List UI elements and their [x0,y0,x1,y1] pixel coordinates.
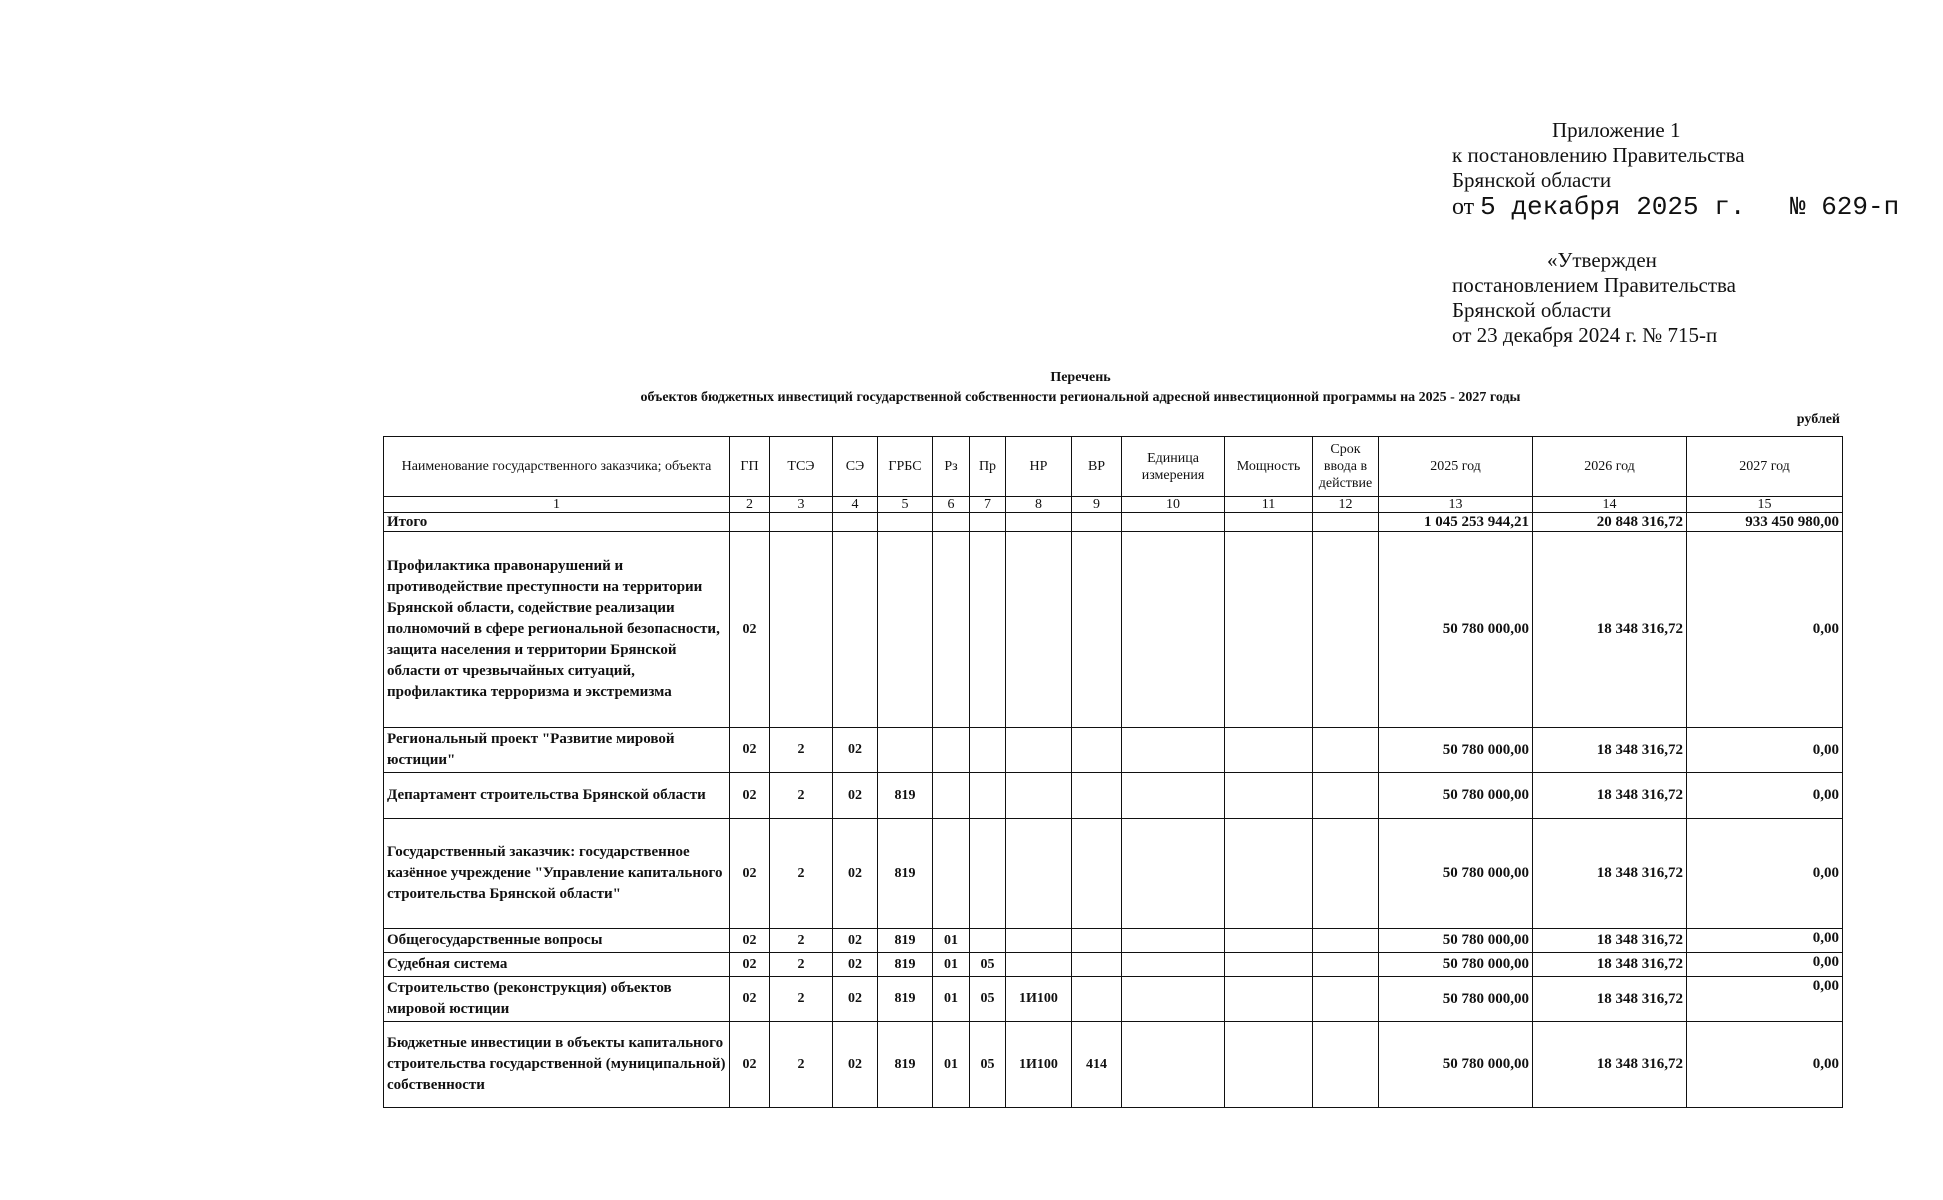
col-number: 9 [1072,497,1122,513]
row-nr [1006,532,1072,728]
row-unit [1122,977,1225,1022]
row-2026: 18 348 316,72 [1533,1022,1687,1108]
row-2025: 50 780 000,00 [1379,1022,1533,1108]
row-pr [970,819,1006,929]
row-power [1225,953,1313,977]
row-2025: 50 780 000,00 [1379,819,1533,929]
row-gp: 02 [730,728,770,773]
row-tse: 2 [770,1022,833,1108]
row-vr [1072,929,1122,953]
header-row [384,437,1843,497]
col-number: 14 [1533,497,1687,513]
row-grbs: 819 [878,929,933,953]
row-rz [933,728,970,773]
col-number: 13 [1379,497,1533,513]
col-number: 3 [770,497,833,513]
col-header-tse: ТСЭ [770,437,833,497]
appendix-line-3: Брянской области [1452,168,1612,192]
row-rz: 01 [933,1022,970,1108]
col-number: 2 [730,497,770,513]
row-rz: 01 [933,953,970,977]
row-tse [770,532,833,728]
row-2026: 18 348 316,72 [1533,728,1687,773]
row-2027: 0,00 [1687,1022,1843,1108]
row-grbs [878,532,933,728]
approved-header [1452,248,1852,348]
row-2027: 0,00 [1687,819,1843,929]
row-gp: 02 [730,773,770,819]
row-2026: 18 348 316,72 [1533,953,1687,977]
approved-line-1: «Утвержден [1547,248,1657,272]
row-power [1225,1022,1313,1108]
row-tse: 2 [770,929,833,953]
row-nr: 1И100 [1006,977,1072,1022]
col-number: 5 [878,497,933,513]
row-power [1225,773,1313,819]
row-2025: 50 780 000,00 [1379,953,1533,977]
appendix-line-2: к постановлению Правительства [1452,143,1745,167]
row-2025: 50 780 000,00 [1379,977,1533,1022]
row-vr: 414 [1072,1022,1122,1108]
row-name: Региональный проект "Развитие мировой юстиции" [384,728,730,773]
row-power [1225,532,1313,728]
row-name: Государственный заказчик: государственное казённое учреждение "Управление капитального строительства Брянской области" [384,819,730,929]
row-nr [1006,728,1072,773]
col-header-gp: ГП [730,437,770,497]
row-unit [1122,1022,1225,1108]
row-gp: 02 [730,929,770,953]
date-line [1452,192,1922,222]
column-number-row [384,497,1843,513]
row-grbs: 819 [878,953,933,977]
row-tse: 2 [770,773,833,819]
row-2026: 18 348 316,72 [1533,977,1687,1022]
table-row [384,1022,1843,1108]
row-2027: 0,00 [1687,532,1843,728]
row-2027: 0,00 [1687,773,1843,819]
row-term [1313,977,1379,1022]
row-pr: 05 [970,977,1006,1022]
row-rz [933,532,970,728]
row-unit [1122,728,1225,773]
row-pr: 05 [970,953,1006,977]
table-row [384,819,1843,929]
table-row [384,977,1843,1022]
row-2026: 18 348 316,72 [1533,532,1687,728]
col-number: 4 [833,497,878,513]
row-name: Общегосударственные вопросы [384,929,730,953]
row-unit [1122,773,1225,819]
row-power [1225,977,1313,1022]
row-term [1313,728,1379,773]
table-row [384,532,1843,728]
col-number: 12 [1313,497,1379,513]
row-vr [1072,773,1122,819]
row-power [1225,819,1313,929]
document-title [383,368,1778,408]
approved-line-4: от 23 декабря 2024 г. № 715-п [1452,323,1718,347]
row-grbs: 819 [878,1022,933,1108]
col-header-2027: 2027 год [1687,437,1843,497]
row-se: 02 [833,728,878,773]
row-2026: 18 348 316,72 [1533,773,1687,819]
row-nr [1006,819,1072,929]
decree-date: 5 декабря 2025 г. [1480,192,1746,222]
row-gp: 02 [730,819,770,929]
row-name: Профилактика правонарушений и противодействие преступности на территории Брянской области, содействие реализации полномочий в сфере региональной безопасности, защита населения и территории Брянской области от чрезвычайных ситуаций, профилактика терроризма и экстремизма [384,532,730,728]
row-2027: 0,00 [1687,977,1843,1022]
row-gp: 02 [730,1022,770,1108]
row-term [1313,1022,1379,1108]
col-header-se: СЭ [833,437,878,497]
col-header-2025: 2025 год [1379,437,1533,497]
row-name: Департамент строительства Брянской области [384,773,730,819]
col-header-pr: Пр [970,437,1006,497]
row-name: Строительство (реконструкция) объектов мировой юстиции [384,977,730,1022]
total-label: Итого [384,513,730,532]
row-2025: 50 780 000,00 [1379,728,1533,773]
row-tse: 2 [770,819,833,929]
col-header-power: Мощность [1225,437,1313,497]
row-pr [970,532,1006,728]
row-vr [1072,532,1122,728]
row-vr [1072,953,1122,977]
row-unit [1122,819,1225,929]
row-se: 02 [833,819,878,929]
row-grbs: 819 [878,773,933,819]
row-unit [1122,953,1225,977]
date-prefix: от [1452,194,1475,220]
title-line-1: Перечень [1050,370,1111,385]
row-2025: 50 780 000,00 [1379,929,1533,953]
row-vr [1072,728,1122,773]
row-rz: 01 [933,929,970,953]
row-2026: 18 348 316,72 [1533,819,1687,929]
row-term [1313,819,1379,929]
table-row [384,728,1843,773]
title-line-2: объектов бюджетных инвестиций государственной собственности региональной адресной инвестиционной программы на 2025 - 2027 годы [640,390,1521,405]
row-term [1313,532,1379,728]
approved-line-3: Брянской области [1452,298,1612,322]
row-tse: 2 [770,977,833,1022]
total-2025: 1 045 253 944,21 [1379,513,1533,532]
row-se: 02 [833,929,878,953]
col-number: 10 [1122,497,1225,513]
row-power [1225,728,1313,773]
row-grbs: 819 [878,819,933,929]
row-pr: 05 [970,1022,1006,1108]
col-header-grbs: ГРБС [878,437,933,497]
row-nr: 1И100 [1006,1022,1072,1108]
units-label: рублей [1796,412,1840,427]
col-header-nr: НР [1006,437,1072,497]
row-unit [1122,929,1225,953]
table-row [384,953,1843,977]
col-header-rz: Рз [933,437,970,497]
row-2025: 50 780 000,00 [1379,773,1533,819]
col-header-vr: ВР [1072,437,1122,497]
row-rz: 01 [933,977,970,1022]
row-vr [1072,819,1122,929]
total-2026: 20 848 316,72 [1533,513,1687,532]
row-se: 02 [833,1022,878,1108]
row-tse: 2 [770,728,833,773]
decree-number: № 629-п [1790,192,1900,222]
row-pr [970,773,1006,819]
appendix-line-1: Приложение 1 [1552,118,1681,142]
row-vr [1072,977,1122,1022]
table-row [384,773,1843,819]
investment-table [383,436,1843,1108]
row-rz [933,773,970,819]
row-tse: 2 [770,953,833,977]
row-power [1225,929,1313,953]
row-rz [933,819,970,929]
row-term [1313,773,1379,819]
approved-line-2: постановлением Правительства [1452,273,1737,297]
col-number: 7 [970,497,1006,513]
row-2027: 0,00 [1687,728,1843,773]
col-number: 6 [933,497,970,513]
row-2026: 18 348 316,72 [1533,929,1687,953]
row-se: 02 [833,773,878,819]
col-header-unit: Единица измерения [1122,437,1225,497]
row-nr [1006,773,1072,819]
total-row [384,513,1843,532]
row-unit [1122,532,1225,728]
row-term [1313,929,1379,953]
col-header-term: Срок ввода в действие [1313,437,1379,497]
col-number: 11 [1225,497,1313,513]
row-2027: 0,00 [1687,953,1843,977]
row-name: Судебная система [384,953,730,977]
row-gp: 02 [730,977,770,1022]
row-2025: 50 780 000,00 [1379,532,1533,728]
row-grbs: 819 [878,977,933,1022]
row-pr [970,728,1006,773]
row-se [833,532,878,728]
row-nr [1006,929,1072,953]
col-number: 8 [1006,497,1072,513]
col-header-2026: 2026 год [1533,437,1687,497]
row-2027: 0,00 [1687,929,1843,953]
col-number: 1 [384,497,730,513]
col-number: 15 [1687,497,1843,513]
row-term [1313,953,1379,977]
row-se: 02 [833,977,878,1022]
row-nr [1006,953,1072,977]
appendix-header [1452,118,1922,220]
col-header-name: Наименование государственного заказчика; объекта [384,437,730,497]
row-gp: 02 [730,532,770,728]
row-se: 02 [833,953,878,977]
total-2027: 933 450 980,00 [1687,513,1843,532]
row-name: Бюджетные инвестиции в объекты капитального строительства государственной (муниципальной) собственности [384,1022,730,1108]
row-pr [970,929,1006,953]
row-grbs [878,728,933,773]
row-gp: 02 [730,953,770,977]
table-row [384,929,1843,953]
